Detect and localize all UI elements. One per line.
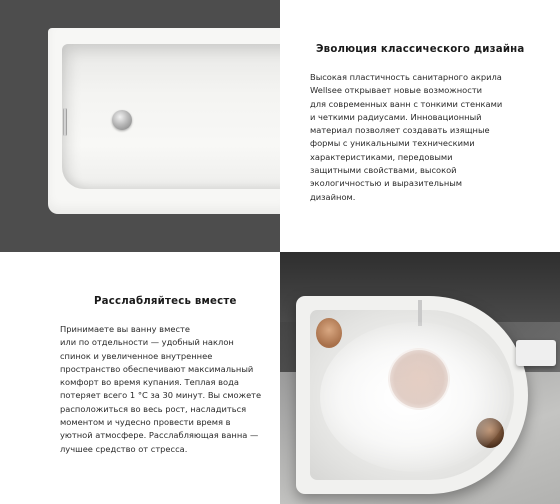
paragraph-line: Высокая пластичность санитарного акрила [310, 72, 502, 82]
section-paragraph [60, 323, 270, 456]
section-heading: Эволюция классического дизайна [316, 44, 525, 55]
paragraph-line: лучшее средство от стресса. [60, 443, 188, 454]
paragraph-line: и четкими радиусами. Инновационный [310, 111, 482, 122]
paragraph-line: комфорт во время купания. Теплая вода [60, 377, 239, 388]
paragraph-line: Wellsee открывает новые возможности [310, 85, 483, 96]
bather-woman [316, 318, 342, 348]
wall-sink [516, 340, 556, 366]
paragraph-line: пространство обеспечивают максимальный [60, 363, 254, 374]
paragraph-line: формы с уникальными техническими [310, 138, 475, 149]
section-paragraph [310, 71, 542, 204]
section-heading: Расслабляйтесь вместе [94, 296, 237, 307]
paragraph-line: потеряет всего 1 °С за 30 минут. Вы сможете [60, 390, 262, 401]
paragraph-line: или по отдельности — удобный наклон [60, 337, 234, 348]
paragraph-line: Принимаете вы ванну вместе [60, 324, 190, 334]
paragraph-line: защитными свойствами, высокой [310, 165, 457, 176]
couple-in-bathtub-image [280, 252, 560, 504]
bathtub-basin [62, 44, 280, 189]
section-relax-together [60, 296, 270, 456]
section-design-evolution [310, 44, 542, 204]
bathtub-product-image [0, 0, 280, 252]
paragraph-line: характеристиками, передовыми [310, 151, 453, 162]
paragraph-line: для современных ванн с тонкими стенками [310, 98, 503, 109]
paragraph-line: уютной атмосфере. Расслабляющая ванна — [60, 430, 259, 441]
paragraph-line: спинок и увеличенное внутреннее [60, 350, 213, 361]
paragraph-line: моментом и чудесно провести время в [60, 417, 231, 428]
paragraph-line: расположиться во весь рост, насладиться [60, 403, 247, 414]
overflow-fitting [63, 108, 67, 136]
clock-watermark-icon [388, 348, 450, 410]
paragraph-line: дизайном. [310, 191, 356, 202]
drain-plug [112, 110, 132, 130]
paragraph-line: экологичностью и выразительным [310, 178, 463, 189]
paragraph-line: материал позволяет создавать изящные [310, 125, 490, 136]
